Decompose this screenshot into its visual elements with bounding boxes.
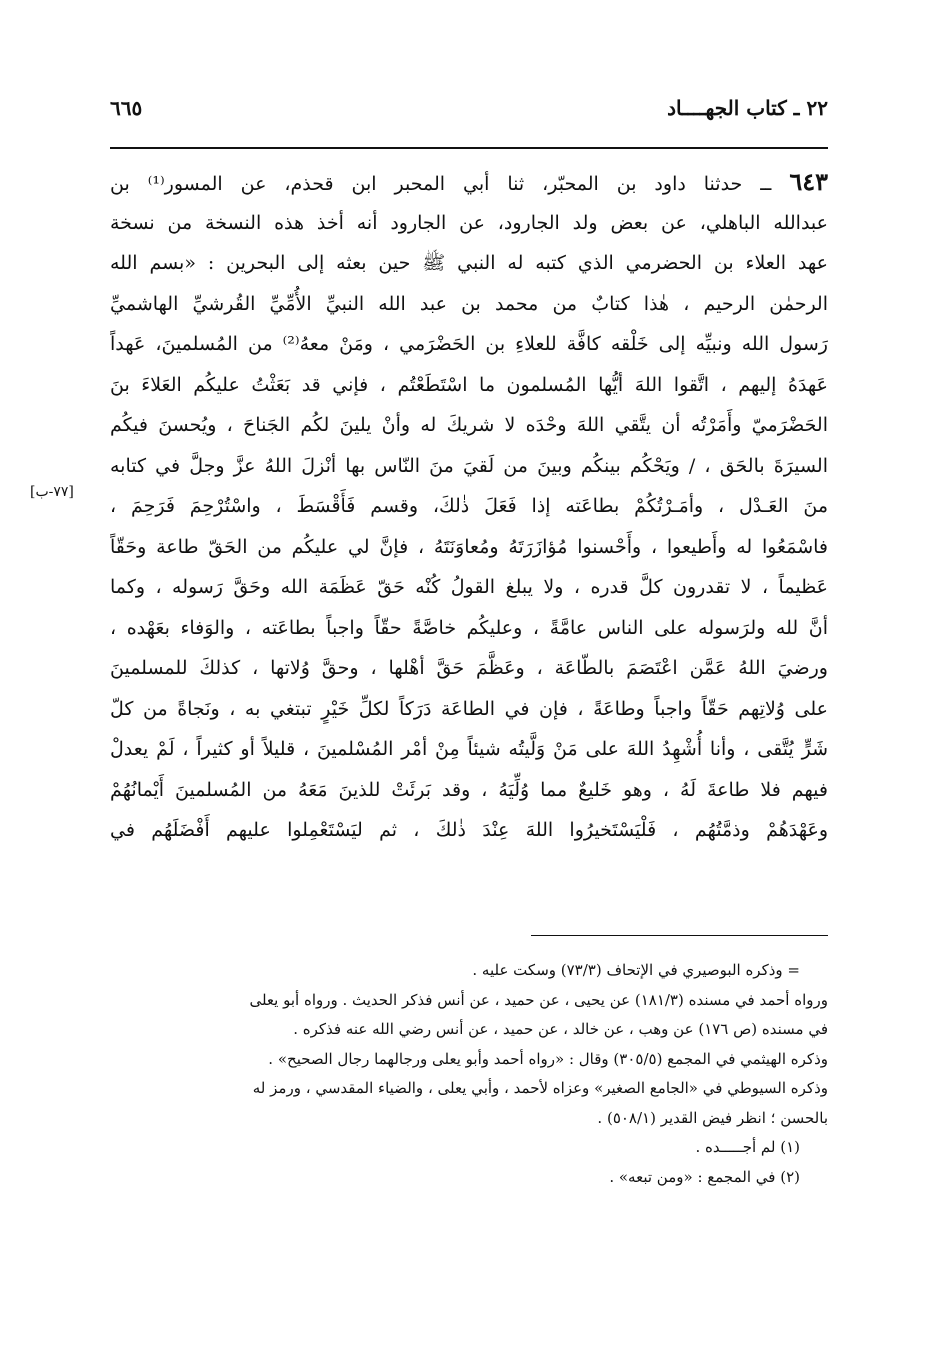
text-line: فيهم فلا طاعةَ لَهُ ، وهو خَليعٌ مما وُلِّيَهُ ، وقد بَرئَتْ للذينَ مَعَهُ من المُسلمينَ أَيْمانُهُمْ — [110, 778, 828, 801]
text-line: عَهدَهُ إليهم ، اتَّقوا اللهَ أيُّها المُسلمون ما اسْتَطَعْتُم ، فإني قد بَعَثْتُ عليكُم العَلاءَ بنَ — [110, 373, 828, 396]
text-line: السيرَةَ بالحَق ، / ويَحْكُم بينكُم وبينَ من لَقيَ منَ النّاس بها أنْزلَ اللهُ عزَّ وجلَّ في كتابه — [110, 454, 828, 477]
footnote-line: ورواه أحمد في مسنده (١٨١/٣) عن يحيى ، عن حميد ، عن أنس فذكر الحديث . ورواه أبو يعلى — [249, 990, 828, 1009]
chapter-title: ٢٢ ـ كتاب الجهــــاد — [667, 96, 828, 120]
page-header — [110, 96, 828, 136]
text-line: فاسْمَعُوا له وأَطيعوا ، وأَحْسنوا مُؤازَرَتَهُ ومُعاوَنَتَهُ ، فإنَّ لي عليكُم من الحَقّ طاعة وحَقّاً — [110, 535, 828, 558]
text-line: الرحمٰن الرحيم ، هٰذا كتابٌ من محمد بن عبد الله النبيِّ الأُمِّيِّ القُرشيِّ الهاشميِّ — [110, 292, 828, 315]
hadith-text — [110, 162, 828, 851]
text-line: الحَضْرَميّ وأَمَرْتُه أن يتَّقي اللهَ وحْدَه لا شريكَ له وأنْ يلينَ لكُم الجَناحَ ، ويُحسنَ فيكُم — [110, 414, 828, 436]
text-line: شَرٍّ يُتَّقى ، وأنا أُشْهِدُ اللهَ على مَنْ وَلَّيتُه شيئاً مِنْ أمْر المُسْلمينَ ، قليلاً أو كثيراً ، لَمْ يعدلْ — [110, 738, 828, 760]
text-line: عهد العلاء بن الحضرمي الذي كتبه له النبي ﷺ حين بعثه إلى البحرين : «بسم الله — [110, 252, 828, 274]
footnote-rule — [531, 935, 828, 936]
manuscript-folio-marker: [٧٧-ب] — [30, 484, 74, 500]
text-line: أنَّ لله ولرَسوله على الناس عامَّةً ، وعليكُم خاصَّةً حقّاً واجباً بطاعَته ، والوَفاء بعَهْده ، — [110, 616, 828, 639]
footnote-line: = وذكره البوصيري في الإتحاف (٧٣/٣) وسكت عليه . — [472, 961, 800, 979]
footnote-1: (١) لم أجـــــده . — [695, 1138, 800, 1156]
footnote-line: وذكره السيوطي في «الجامع الصغير» وعزاه لأحمد ، وأبي يعلى ، والضياء المقدسي ، ورمز له — [252, 1079, 828, 1097]
text-line: عَظيماً ، لا تقدرون كلَّ قدره ، ولا يبلغ القولُ كُنْه حَقّ عَظَمَة الله وحَقَّ رَسوله ، وكما — [110, 576, 828, 598]
footnote-2: (٢) في المجمع : «ومن تبعه» . — [609, 1167, 800, 1186]
footnote-line: بالحسن ؛ انظر فيض القدير (٥٠٨/١) . — [597, 1108, 828, 1127]
text-line: وعَهْدَهُمْ وذمَّتُهُم ، فَلْيَسْتَخيرُوا اللهَ عِنْدَ ذٰلكَ ، ثم ليَسْتَعْمِلوا عليهم أَفْضَلَهُم في — [110, 819, 828, 841]
footnote-line: في مسنده (ص ١٧٦) عن وهب ، عن خالد ، عن حميد ، عن أنس رضي الله عنه فذكره . — [293, 1020, 828, 1038]
text-line: ورضيَ اللهُ عَمَّن اعْتَصَمَ بالطّاعَة ، وعَظَّمَ حَقَّ أهْلها ، وحقَّ وُلاتها ، كذلكَ للمسلمينَ — [110, 657, 828, 679]
text-line: ٦٤٣ ــ حدثنا داود بن المحبّر، ثنا أبي المحبر ابن قحذم، عن المسور⁽¹⁾ بن — [110, 167, 828, 196]
text-line: على وُلاتِهم حَقّاً واجباً وطاعَةً ، فإن في الطاعَة دَرَكاً لكلِّ خَيْرٍ تبتغي به ، ونَجاةً من كلّ — [110, 697, 828, 720]
header-rule — [110, 147, 828, 149]
text-line: عبدالله الباهلي، عن بعض ولد الجارود، عن الجارود أنه أخذ هذه النسخة من نسخة — [110, 211, 828, 234]
text-line: رَسول الله ونبيِّه إلى خَلْقه كافَّة للعلاءِ بن الحَضْرَمي ، ومَنْ معهُ⁽²⁾ من المُسلمينَ، عَهداً — [110, 333, 828, 355]
text-line: منَ العَـدْل ، وأمَـرْتُكُمْ بطاعَته إذا فَعَلَ ذٰلكَ، وقسم فَأَقْسَطَ ، واسْتُرْحِمَ فَرَحِمَ ، — [110, 495, 828, 517]
hadith-number: ٦٤٣ — [789, 167, 828, 196]
page-number: ٦٦٥ — [110, 96, 143, 120]
footnote-line: وذكره الهيثمي في المجمع (٣٠٥/٥) وقال : «رواه أحمد وأبو يعلى ورجالهما رجال الصحيح» . — [268, 1049, 828, 1068]
footnotes — [110, 956, 828, 1192]
